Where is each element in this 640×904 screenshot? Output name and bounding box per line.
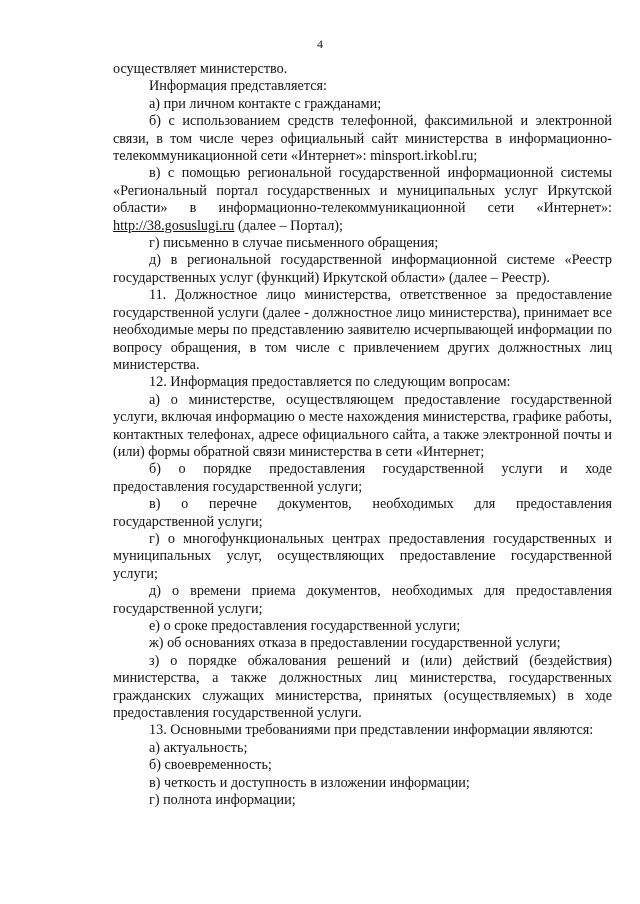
paragraph: 13. Основными требованиями при представлении информации являются: bbox=[149, 722, 594, 739]
list-item: е) о сроке предоставления государственной услуги; bbox=[149, 618, 461, 634]
paragraph: 12. Информация предоставляется по следующим вопросам: bbox=[149, 374, 511, 391]
list-item: а) актуальность; bbox=[149, 739, 248, 756]
list-item: г) полнота информации; bbox=[149, 792, 296, 809]
text-fragment: в) с помощью региональной государственной информационной системы «Региональный портал государственных и муниципальных услуг Иркутской области» в информационно-телекоммуникационной сети «Интернет»: bbox=[113, 165, 612, 217]
list-item: б) с использованием средств телефонной, факсимильной и электронной связи, в том числе через официальный сайт министерства в информационно-телекоммуникационной сети «Интернет»: minsport.irkobl.ru; bbox=[113, 113, 612, 165]
document-body bbox=[113, 61, 612, 809]
list-item: б) своевременность; bbox=[149, 757, 272, 774]
list-item: в) о перечне документов, необходимых для предоставления государственной услуги; bbox=[113, 496, 612, 530]
list-item: а) при личном контакте с гражданами; bbox=[149, 95, 382, 112]
text-fragment: (далее – Портал); bbox=[234, 217, 343, 234]
page-number: 4 bbox=[317, 37, 323, 51]
paragraph: Информация представляется: bbox=[149, 78, 327, 95]
paragraph: 11. Должностное лицо министерства, ответственное за предоставление государственной услуги (далее - должностное лицо министерства), принимает все необходимые меры по представлению заявителю исчерпывающей информации по вопросу обращения, в том числе с привлечением других должностных лиц министерства. bbox=[113, 287, 612, 373]
list-item bbox=[113, 165, 612, 235]
list-item: а) о министерстве, осуществляющем предоставление государственной услуги, включая информацию о месте нахождения министерства, графике работы, контактных телефонах, адресе официального сайта, а также электронной почты и (или) формы обратной связи министерства в сети «Интернет; bbox=[113, 391, 612, 460]
list-item: ж) об основаниях отказа в предоставлении государственной услуги; bbox=[149, 635, 561, 652]
list-item: б) о порядке предоставления государственной услуги и ходе предоставления государственной услуги; bbox=[113, 461, 612, 495]
list-item: г) о многофункциональных центрах предоставления государственных и муниципальных услуг, осуществляющих предоставление государственной услуги; bbox=[113, 530, 612, 582]
portal-link[interactable]: http://38.gosuslugi.ru bbox=[113, 217, 235, 234]
paragraph: осуществляет министерство. bbox=[113, 61, 288, 77]
list-item: г) письменно в случае письменного обращения; bbox=[149, 235, 439, 252]
list-item: в) четкость и доступность в изложении информации; bbox=[149, 774, 470, 791]
list-item: з) о порядке обжалования решений и (или) действий (бездействия) министерства, а также должностных лиц министерства, государственных гражданских служащих министерства, принятых (осуществляемых) в ходе предоставления государственной услуги. bbox=[113, 652, 612, 722]
list-item: д) о времени приема документов, необходимых для предоставления государственной услуги; bbox=[113, 583, 612, 617]
list-item: д) в региональной государственной информационной системе «Реестр государственных услуг (функций) Иркутской области» (далее – Реестр). bbox=[113, 252, 612, 286]
